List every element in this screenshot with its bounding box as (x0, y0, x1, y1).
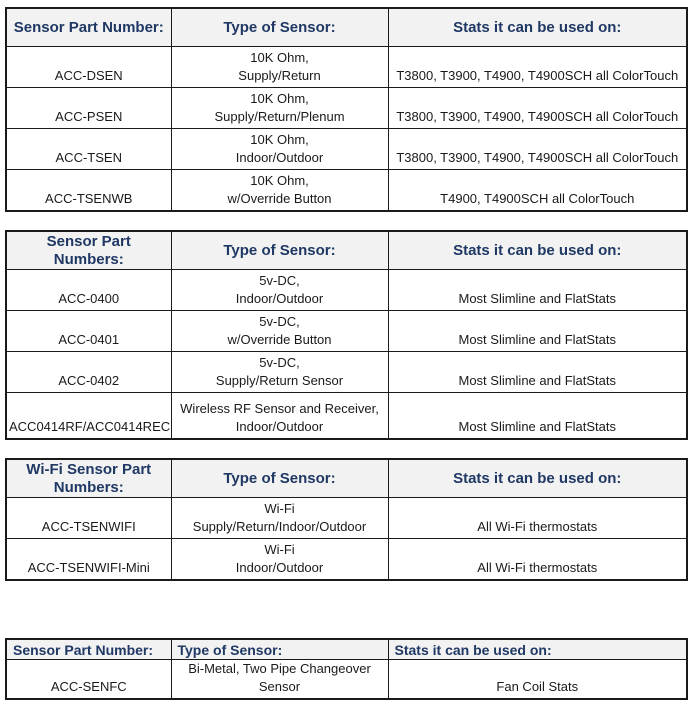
sensor-type-line2: Indoor/Outdoor (235, 150, 324, 165)
sensor-type-cell (171, 311, 388, 352)
header-part-line2: Numbers: (53, 250, 124, 268)
sensor-type-line1: Wi-Fi (264, 501, 295, 516)
table-row (6, 88, 687, 129)
sensor-type-line1: 10K Ohm, (250, 50, 309, 65)
table-row (6, 311, 687, 352)
header-part-line1: Sensor Part (46, 232, 131, 250)
table-header-row (6, 231, 687, 270)
header-stats: Stats it can be used on: (388, 459, 687, 498)
header-stats: Stats it can be used on: (388, 8, 687, 47)
sensor-type-cell (171, 660, 388, 700)
table-header-row (6, 459, 687, 498)
part-number-cell: ACC-0402 (6, 352, 171, 393)
table-row (6, 539, 687, 581)
sensor-type-cell (171, 539, 388, 581)
header-type: Type of Sensor: (171, 639, 388, 660)
sensor-type-line1: 5v-DC, (259, 314, 300, 329)
part-number-cell: ACC-SENFC (6, 660, 171, 700)
table-row (6, 660, 687, 700)
table-row (6, 270, 687, 311)
table-header-row (6, 8, 687, 47)
stats-cell: All Wi-Fi thermostats (388, 498, 687, 539)
sensor-table-10k (5, 7, 688, 212)
stats-cell: Most Slimline and FlatStats (388, 393, 687, 440)
sensor-type-line2: Supply/Return (238, 68, 321, 83)
part-number-cell: ACC-TSENWIFI (6, 498, 171, 539)
stats-cell: T3800, T3900, T4900, T4900SCH all ColorTouch (388, 88, 687, 129)
sensor-type-cell (171, 393, 388, 440)
table-header-row (6, 639, 687, 660)
sensor-type-cell (171, 352, 388, 393)
stats-cell: Most Slimline and FlatStats (388, 352, 687, 393)
stats-cell: T3800, T3900, T4900, T4900SCH all ColorTouch (388, 129, 687, 170)
header-type: Type of Sensor: (171, 8, 388, 47)
sensor-type-line1: Wireless RF Sensor and Receiver, (180, 401, 379, 416)
sensor-table-5v (5, 230, 688, 440)
part-number-cell: ACC-DSEN (6, 47, 171, 88)
stats-cell: T4900, T4900SCH all ColorTouch (388, 170, 687, 212)
sensor-type-line2: w/Override Button (227, 332, 332, 347)
part-number-cell: ACC-0401 (6, 311, 171, 352)
table-row (6, 352, 687, 393)
sensor-type-line1: Wi-Fi (264, 542, 295, 557)
sensor-type-line2: Supply/Return/Plenum (214, 109, 345, 124)
sensor-type-line2: Indoor/Outdoor (235, 560, 324, 575)
sensor-table-fancoil (5, 638, 688, 700)
sensor-type-cell (171, 88, 388, 129)
part-number-cell: ACC-PSEN (6, 88, 171, 129)
sensor-type-line2: Indoor/Outdoor (235, 291, 324, 306)
header-part-number (6, 459, 171, 498)
sensor-type-cell (171, 170, 388, 212)
sensor-type-cell (171, 47, 388, 88)
sensor-type-line1: Bi-Metal, Two Pipe Changeover (188, 661, 371, 676)
sensor-type-line1: 10K Ohm, (250, 173, 309, 188)
part-number-cell: ACC-TSENWB (6, 170, 171, 212)
table-row (6, 129, 687, 170)
part-number-cell: ACC-0400 (6, 270, 171, 311)
header-type: Type of Sensor: (171, 231, 388, 270)
stats-cell: Most Slimline and FlatStats (388, 270, 687, 311)
sensor-table-wifi (5, 458, 688, 581)
header-stats: Stats it can be used on: (388, 231, 687, 270)
sensor-type-line1: 10K Ohm, (250, 132, 309, 147)
sensor-type-line2: Sensor (258, 679, 301, 694)
stats-cell: All Wi-Fi thermostats (388, 539, 687, 581)
part-number-cell: ACC-TSEN (6, 129, 171, 170)
sensor-type-cell (171, 498, 388, 539)
sensor-type-cell (171, 270, 388, 311)
sensor-type-line2: w/Override Button (227, 191, 332, 206)
sensor-type-line2: Supply/Return Sensor (215, 373, 344, 388)
header-stats: Stats it can be used on: (388, 639, 687, 660)
header-part-line1: Wi-Fi Sensor Part (26, 460, 152, 478)
table-row (6, 498, 687, 539)
header-part-line2: Numbers: (53, 478, 124, 496)
sensor-type-line1: 10K Ohm, (250, 91, 309, 106)
header-type: Type of Sensor: (171, 459, 388, 498)
table-row (6, 393, 687, 440)
sensor-type-cell (171, 129, 388, 170)
table-row (6, 47, 687, 88)
part-number-cell: ACC-TSENWIFI-Mini (6, 539, 171, 581)
part-number-cell: ACC0414RF/ACC0414REC (6, 393, 171, 440)
stats-cell: Fan Coil Stats (388, 660, 687, 700)
table-row (6, 170, 687, 212)
header-part-number (6, 231, 171, 270)
header-part-number: Sensor Part Number: (6, 8, 171, 47)
header-part-number: Sensor Part Number: (6, 639, 171, 660)
stats-cell: T3800, T3900, T4900, T4900SCH all ColorTouch (388, 47, 687, 88)
sensor-type-line1: 5v-DC, (259, 355, 300, 370)
sensor-type-line2: Supply/Return/Indoor/Outdoor (192, 519, 367, 534)
sensor-type-line1: 5v-DC, (259, 273, 300, 288)
sensor-type-line2: Indoor/Outdoor (235, 419, 324, 434)
stats-cell: Most Slimline and FlatStats (388, 311, 687, 352)
